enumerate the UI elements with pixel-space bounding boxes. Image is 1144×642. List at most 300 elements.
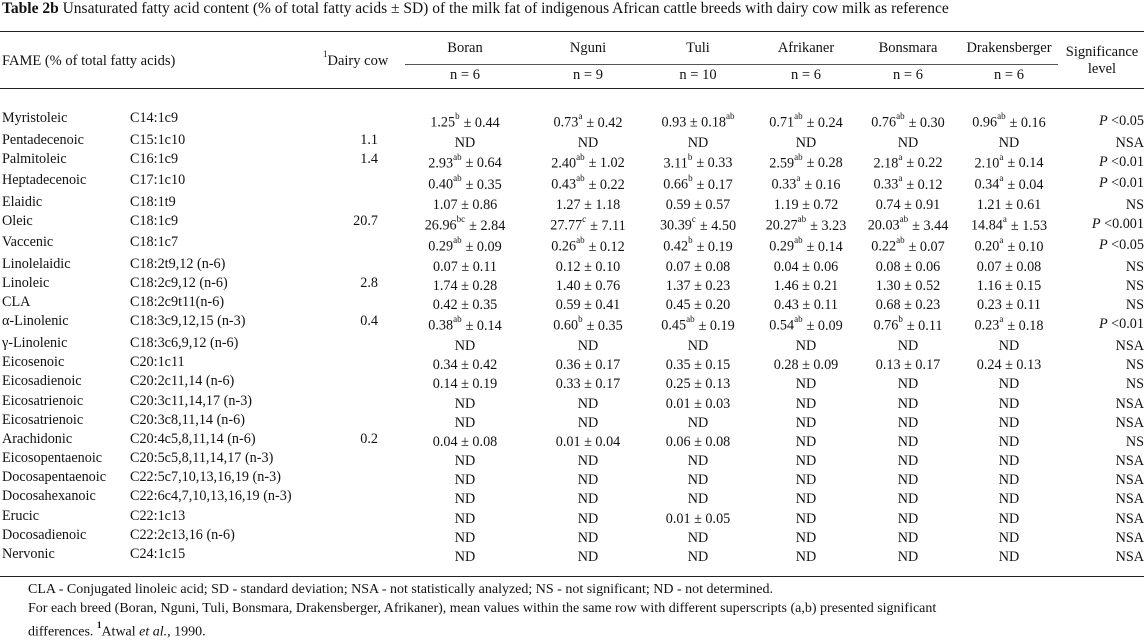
sd-value: ± 0.19 — [696, 239, 733, 256]
mean-value: ND — [998, 395, 1020, 412]
breed-header-n: n = 9 — [573, 67, 603, 83]
mean-value: ND — [795, 510, 817, 527]
fatty-acid-code: C18:3c6,9,12 (n-6) — [130, 334, 239, 351]
mean-value: ND — [577, 549, 599, 565]
mean-value: 0.29 — [428, 239, 454, 256]
table-row — [0, 393, 1144, 412]
breed-value-cell — [754, 297, 858, 314]
mean-value: 1.27 ± 1.18 — [555, 196, 621, 213]
footnote-abbreviations: CLA - Conjugated linoleic acid; SD - standard deviation; NSA - not statistically analyzed; NS - not significant; ND - not determined. — [28, 582, 773, 597]
fatty-acid-code: C20:4c5,8,11,14 (n-6) — [130, 430, 256, 447]
breed-value-cell — [650, 278, 746, 295]
mean-value: ND — [897, 529, 919, 546]
significance-level — [1060, 154, 1144, 171]
mean-value: ND — [795, 134, 817, 151]
significance-text: <0.01 — [1107, 153, 1144, 170]
mean-value: 0.76 — [873, 318, 899, 335]
mean-value: ND — [998, 453, 1020, 470]
mean-value: 0.45 — [661, 318, 687, 335]
dairy-cow-value: 2.8 — [360, 275, 378, 292]
mean-value: ND — [998, 529, 1020, 546]
mean-value: ND — [897, 376, 919, 393]
breed-value-cell — [860, 530, 956, 547]
breed-value-cell — [860, 434, 956, 451]
fatty-acid-code: C18:2c9,12 (n-6) — [130, 275, 228, 292]
mean-value: ND — [998, 414, 1020, 431]
mean-value: 0.13 ± 0.17 — [875, 357, 941, 374]
mean-value: 0.29 — [769, 239, 795, 256]
significance-superscript: b — [898, 314, 903, 325]
significance-superscript: b — [688, 173, 693, 184]
breed-value-cell — [754, 396, 858, 413]
breed-value-cell — [532, 259, 644, 276]
breed-value-cell — [754, 415, 858, 432]
significance-superscript: a — [999, 173, 1004, 184]
breed-value-cell — [754, 453, 858, 470]
significance-level — [1060, 549, 1144, 566]
breed-value-cell — [405, 530, 525, 547]
breed-value-cell — [860, 135, 956, 152]
breed-value-cell — [754, 237, 858, 256]
breed-value-cell — [532, 434, 644, 451]
breed-value-cell — [960, 113, 1058, 132]
fatty-acid-code: C22:6c4,7,10,13,16,19 (n-3) — [130, 488, 292, 505]
mean-value: ND — [998, 376, 1020, 393]
table-row — [0, 110, 1144, 132]
breed-value-cell — [405, 511, 525, 528]
breed-value-cell — [650, 175, 746, 194]
fatty-acid-code: C18:2t9,12 (n-6) — [130, 255, 226, 272]
footnote-year: , 1990. — [167, 624, 206, 640]
breed-value-cell — [960, 197, 1058, 214]
fatty-acid-code: C20:3c11,14,17 (n-3) — [130, 392, 253, 409]
breed-value-cell — [860, 151, 956, 173]
table-row — [0, 373, 1144, 392]
significance-superscript: a — [999, 314, 1004, 325]
significance-text: NSA — [1115, 453, 1144, 470]
mean-value: 1.30 ± 0.52 — [875, 278, 941, 295]
breed-value-cell — [405, 316, 525, 335]
mean-value: 0.04 ± 0.08 — [432, 433, 498, 450]
breed-value-cell — [860, 491, 956, 508]
breed-value-cell — [860, 175, 956, 194]
mean-value: 0.43 — [551, 176, 577, 193]
fatty-acid-code: C20:3c8,11,14 (n-6) — [130, 411, 245, 428]
table-row — [0, 294, 1144, 313]
breed-value-cell — [960, 376, 1058, 393]
mean-value: 1.19 ± 0.72 — [773, 196, 839, 213]
mean-value: 0.42 ± 0.35 — [432, 297, 498, 314]
sd-value: ± 7.11 — [590, 217, 626, 234]
breed-header-n: n = 10 — [679, 67, 717, 83]
fatty-acid-name: Docosapentaenoic — [2, 469, 106, 486]
significance-text: NSA — [1115, 134, 1144, 151]
breed-value-cell — [405, 151, 525, 173]
breed-value-cell — [754, 213, 858, 235]
mean-value: ND — [687, 472, 709, 489]
breed-value-cell — [960, 357, 1058, 374]
sd-value: ± 4.50 — [699, 217, 737, 234]
fatty-acid-name: Elaidic — [2, 193, 43, 210]
fatty-acid-code: C22:1c13 — [130, 507, 186, 524]
fatty-acid-name: Nervonic — [2, 546, 55, 562]
significance-text: NS — [1125, 376, 1144, 393]
breed-value-cell — [405, 396, 525, 413]
mean-value: 0.76 — [871, 114, 897, 131]
mean-value: 0.04 ± 0.06 — [773, 258, 839, 275]
fatty-acid-code: C20:5c5,8,11,14,17 (n-3) — [130, 450, 274, 467]
table-row — [0, 450, 1144, 469]
breed-value-cell — [860, 237, 956, 256]
mean-value: 0.07 ± 0.08 — [665, 258, 731, 275]
significance-superscript: ab — [576, 235, 585, 246]
sd-value: ± 0.30 — [908, 114, 945, 131]
significance-level — [1060, 472, 1144, 489]
breed-value-cell — [860, 549, 956, 566]
mean-value: ND — [795, 433, 817, 450]
mean-value: ND — [998, 472, 1020, 489]
mean-value: ND — [577, 510, 599, 527]
dairy-header — [323, 51, 388, 70]
significance-superscript: ab — [686, 314, 695, 325]
breed-value-cell — [650, 491, 746, 508]
significance-superscript: ab — [997, 111, 1006, 121]
sd-value: ± 3.44 — [912, 217, 949, 234]
breed-value-cell — [532, 151, 644, 173]
significance-level — [1060, 316, 1144, 333]
breed-header-name: Nguni — [569, 40, 607, 56]
breed-value-cell — [532, 511, 644, 528]
p-symbol: P — [1098, 175, 1108, 192]
mean-value: 1.74 ± 0.28 — [432, 278, 498, 295]
significance-superscript: b — [578, 314, 583, 325]
mean-value: ND — [795, 529, 817, 546]
table-label: Table 2b — [2, 0, 59, 17]
mean-value: ND — [454, 134, 476, 151]
breed-value-cell — [405, 213, 525, 235]
mean-value: ND — [577, 491, 599, 508]
mean-value: ND — [795, 453, 817, 470]
breed-value-cell — [860, 278, 956, 295]
mean-value: ND — [998, 337, 1020, 354]
mean-value: 0.22 — [871, 239, 897, 256]
mean-value: 0.74 ± 0.91 — [875, 196, 941, 213]
breed-value-cell — [650, 549, 746, 566]
table-footnotes — [28, 581, 936, 642]
significance-text: NS — [1125, 278, 1144, 295]
breed-value-cell — [405, 357, 525, 374]
mean-value: 0.07 ± 0.11 — [432, 258, 497, 275]
significance-header-line2: level — [1087, 61, 1117, 77]
breed-value-cell — [960, 259, 1058, 276]
breed-value-cell — [960, 338, 1058, 355]
mean-value: 0.36 ± 0.17 — [555, 357, 621, 374]
mean-value: 0.54 — [769, 318, 795, 335]
sd-value: ± 0.42 — [586, 114, 623, 131]
mean-value: 0.42 — [663, 239, 689, 256]
fatty-acid-name: Erucic — [2, 507, 40, 524]
mean-value: ND — [454, 510, 476, 527]
fatty-acid-name: Docosadienoic — [2, 526, 87, 543]
breed-value-cell — [650, 151, 746, 173]
significance-superscript: ab — [899, 213, 909, 224]
p-symbol: P — [1098, 113, 1108, 129]
mean-value: 0.01 ± 0.03 — [665, 395, 731, 412]
significance-superscript: a — [999, 235, 1004, 246]
breed-value-cell — [532, 213, 644, 235]
mean-value: 2.40 — [551, 155, 577, 172]
mean-value: 0.24 ± 0.13 — [976, 357, 1042, 374]
sd-value: ± 3.23 — [810, 217, 847, 234]
breed-value-cell — [650, 197, 746, 214]
significance-level — [1060, 237, 1144, 254]
dairy-cow-value: 0.2 — [360, 430, 378, 447]
table-row — [0, 172, 1144, 194]
significance-level — [1060, 415, 1144, 432]
table-caption — [2, 0, 1142, 18]
significance-superscript: ab — [896, 111, 905, 121]
mean-value: 2.59 — [769, 155, 795, 172]
mean-value: 0.93 ± 0.18 — [661, 114, 727, 131]
breed-value-cell — [860, 113, 956, 132]
mean-value: 0.12 ± 0.10 — [555, 258, 621, 275]
breed-value-cell — [754, 175, 858, 194]
breed-value-cell — [650, 297, 746, 314]
table-row — [0, 354, 1144, 373]
fatty-acid-code: C18:1t9 — [130, 193, 176, 210]
significance-text: NSA — [1115, 491, 1144, 508]
mean-value: 0.07 ± 0.08 — [976, 258, 1042, 275]
mean-value: ND — [897, 549, 919, 565]
breed-value-cell — [860, 316, 956, 335]
breed-value-cell — [405, 415, 525, 432]
breed-value-cell — [860, 396, 956, 413]
fatty-acid-name: Arachidonic — [2, 430, 73, 447]
mean-value: 1.40 ± 0.76 — [555, 278, 621, 295]
mean-value: 0.59 ± 0.57 — [665, 196, 731, 213]
fatty-acid-name: Linolelaidic — [2, 255, 71, 272]
significance-superscript: ab — [453, 173, 462, 184]
significance-text: NS — [1125, 297, 1144, 314]
significance-superscript: ab — [453, 235, 462, 246]
fatty-acid-name: Vaccenic — [2, 234, 54, 251]
breed-value-cell — [650, 213, 746, 235]
sd-value: ± 0.10 — [1007, 239, 1044, 256]
top-rule — [0, 31, 1144, 32]
mean-value: 0.06 ± 0.08 — [665, 433, 731, 450]
breed-value-cell — [754, 338, 858, 355]
mean-value: ND — [897, 337, 919, 354]
breed-value-cell — [532, 415, 644, 432]
breed-value-cell — [650, 135, 746, 152]
mean-value: ND — [897, 395, 919, 412]
table-row — [0, 488, 1144, 507]
mean-value: 0.33 — [873, 176, 899, 193]
breed-value-cell — [960, 415, 1058, 432]
significance-text: <0.05 — [1107, 113, 1144, 129]
breed-value-cell — [860, 376, 956, 393]
breed-value-cell — [860, 511, 956, 528]
mean-value: 0.45 ± 0.20 — [665, 297, 731, 314]
mean-value: ND — [998, 491, 1020, 508]
dairy-cow-value: 1.4 — [360, 150, 378, 167]
mean-value: ND — [577, 395, 599, 412]
breed-value-cell — [650, 472, 746, 489]
fatty-acid-code: C24:1c15 — [130, 546, 186, 562]
breed-value-cell — [650, 316, 746, 335]
fatty-acid-name: Eicosatrienoic — [2, 392, 84, 409]
fatty-acid-name: Eicosenoic — [2, 354, 65, 371]
significance-text: NSA — [1115, 414, 1144, 431]
fatty-acid-name: CLA — [2, 294, 31, 311]
breed-value-cell — [650, 259, 746, 276]
breed-value-cell — [754, 278, 858, 295]
significance-level — [1060, 530, 1144, 547]
footnote-ref-sup: 1 — [96, 620, 102, 630]
significance-level — [1060, 216, 1144, 233]
mean-value: 0.73 — [553, 114, 579, 131]
significance-level — [1060, 434, 1144, 451]
mean-value: 0.23 ± 0.11 — [976, 297, 1041, 314]
breed-value-cell — [960, 511, 1058, 528]
table-row — [0, 275, 1144, 294]
significance-superscript: a — [578, 111, 583, 121]
significance-text: <0.01 — [1107, 316, 1144, 333]
significance-text: NSA — [1115, 472, 1144, 489]
breed-value-cell — [405, 113, 525, 132]
sd-value: ± 0.12 — [588, 239, 625, 256]
dairy-cow-value: 0.4 — [360, 313, 378, 330]
footnote-etal: et al. — [139, 624, 168, 640]
breed-value-cell — [532, 338, 644, 355]
mean-value: 0.20 — [974, 239, 1000, 256]
breed-value-cell — [960, 297, 1058, 314]
mean-value: ND — [454, 491, 476, 508]
dairy-cow-value: 1.1 — [360, 131, 378, 148]
significance-level — [1060, 491, 1144, 508]
mean-value: 3.11 — [663, 155, 688, 172]
mean-value: ND — [577, 453, 599, 470]
sd-value: ± 0.28 — [806, 155, 843, 172]
mean-value: 0.59 ± 0.41 — [555, 297, 621, 314]
mean-value: ND — [998, 134, 1020, 151]
significance-level — [1060, 297, 1144, 314]
mean-value: ND — [795, 549, 817, 565]
mean-value: ND — [897, 414, 919, 431]
mean-value: ND — [687, 491, 709, 508]
mean-value: ND — [687, 134, 709, 151]
mean-value: 1.46 ± 0.21 — [773, 278, 839, 295]
breed-header-name: Boran — [447, 40, 483, 56]
significance-text: NS — [1125, 196, 1144, 213]
mean-value: ND — [998, 433, 1020, 450]
sd-value: ± 0.22 — [906, 155, 943, 172]
fatty-acid-name: α-Linolenic — [2, 313, 69, 330]
breed-value-cell — [754, 151, 858, 173]
significance-superscript: ab — [797, 213, 807, 224]
breed-value-cell — [960, 396, 1058, 413]
breed-value-cell — [650, 357, 746, 374]
significance-level — [1060, 175, 1144, 192]
mean-value: 0.34 — [974, 176, 1000, 193]
table-row — [0, 313, 1144, 335]
breed-header-name: Tuli — [686, 40, 710, 56]
breed-value-cell — [405, 259, 525, 276]
mean-value: ND — [897, 453, 919, 470]
breed-value-cell — [405, 453, 525, 470]
table-body — [0, 110, 1144, 565]
breed-value-cell — [650, 453, 746, 470]
mean-value: 0.43 ± 0.11 — [773, 297, 838, 314]
mean-value: 1.25 — [430, 114, 456, 131]
dairy-header-label: Dairy cow — [327, 52, 389, 69]
mean-value: 1.37 ± 0.23 — [665, 278, 731, 295]
significance-superscript: b — [687, 151, 693, 162]
breed-value-cell — [405, 376, 525, 393]
dairy-cow-value: 20.7 — [353, 212, 378, 229]
breed-value-cell — [532, 357, 644, 374]
significance-text: <0.001 — [1100, 215, 1144, 232]
footnote-superscripts: For each breed (Boran, Nguni, Tuli, Bonsmara, Drakensberger, Afrikaner), mean values within the same row with different superscripts (a,b) presented significant — [28, 600, 937, 616]
breed-value-cell — [405, 135, 525, 152]
breed-value-cell — [754, 197, 858, 214]
fatty-acid-code: C18:1c7 — [130, 234, 179, 251]
mean-value: ND — [795, 472, 817, 489]
mean-value: 0.08 ± 0.06 — [875, 258, 941, 275]
sd-value: ± 0.07 — [908, 239, 945, 256]
breed-value-cell — [960, 530, 1058, 547]
significance-level — [1060, 197, 1144, 214]
breed-value-cell — [754, 135, 858, 152]
breed-value-cell — [860, 213, 956, 235]
mean-value: ND — [577, 337, 599, 354]
breed-value-cell — [860, 338, 956, 355]
mean-value: 0.34 ± 0.42 — [432, 357, 498, 374]
breed-value-cell — [405, 338, 525, 355]
significance-text: NS — [1125, 258, 1144, 275]
breed-value-cell — [532, 396, 644, 413]
mean-value: 0.38 — [428, 318, 454, 335]
breed-value-cell — [754, 491, 858, 508]
breed-header-n: n = 6 — [893, 67, 923, 83]
fatty-acid-name: Linoleic — [2, 275, 50, 292]
mean-value: ND — [795, 395, 817, 412]
mean-value: 0.01 ± 0.04 — [555, 433, 621, 450]
mean-value: ND — [454, 414, 476, 431]
mean-value: ND — [454, 395, 476, 412]
sd-value: ± 0.11 — [906, 318, 943, 335]
p-symbol: P — [1098, 237, 1108, 254]
sd-value: ± 0.22 — [588, 176, 625, 193]
breed-value-cell — [532, 530, 644, 547]
breed-value-cell — [860, 357, 956, 374]
fatty-acid-code: C20:1c11 — [130, 354, 185, 371]
mean-value: 0.68 ± 0.23 — [875, 297, 941, 314]
significance-superscript: ab — [794, 235, 803, 246]
significance-superscript: a — [796, 173, 801, 184]
mean-value: 20.03 — [867, 217, 900, 234]
breed-value-cell — [650, 511, 746, 528]
breed-value-cell — [405, 472, 525, 489]
sd-value: ± 0.14 — [465, 318, 502, 335]
mean-value: 1.07 ± 0.86 — [432, 196, 498, 213]
sd-value: ± 0.16 — [1009, 114, 1046, 131]
mean-value: ND — [577, 529, 599, 546]
breed-value-cell — [532, 113, 644, 132]
breed-value-cell — [960, 549, 1058, 566]
mean-value: ND — [454, 549, 476, 565]
breed-value-cell — [532, 197, 644, 214]
